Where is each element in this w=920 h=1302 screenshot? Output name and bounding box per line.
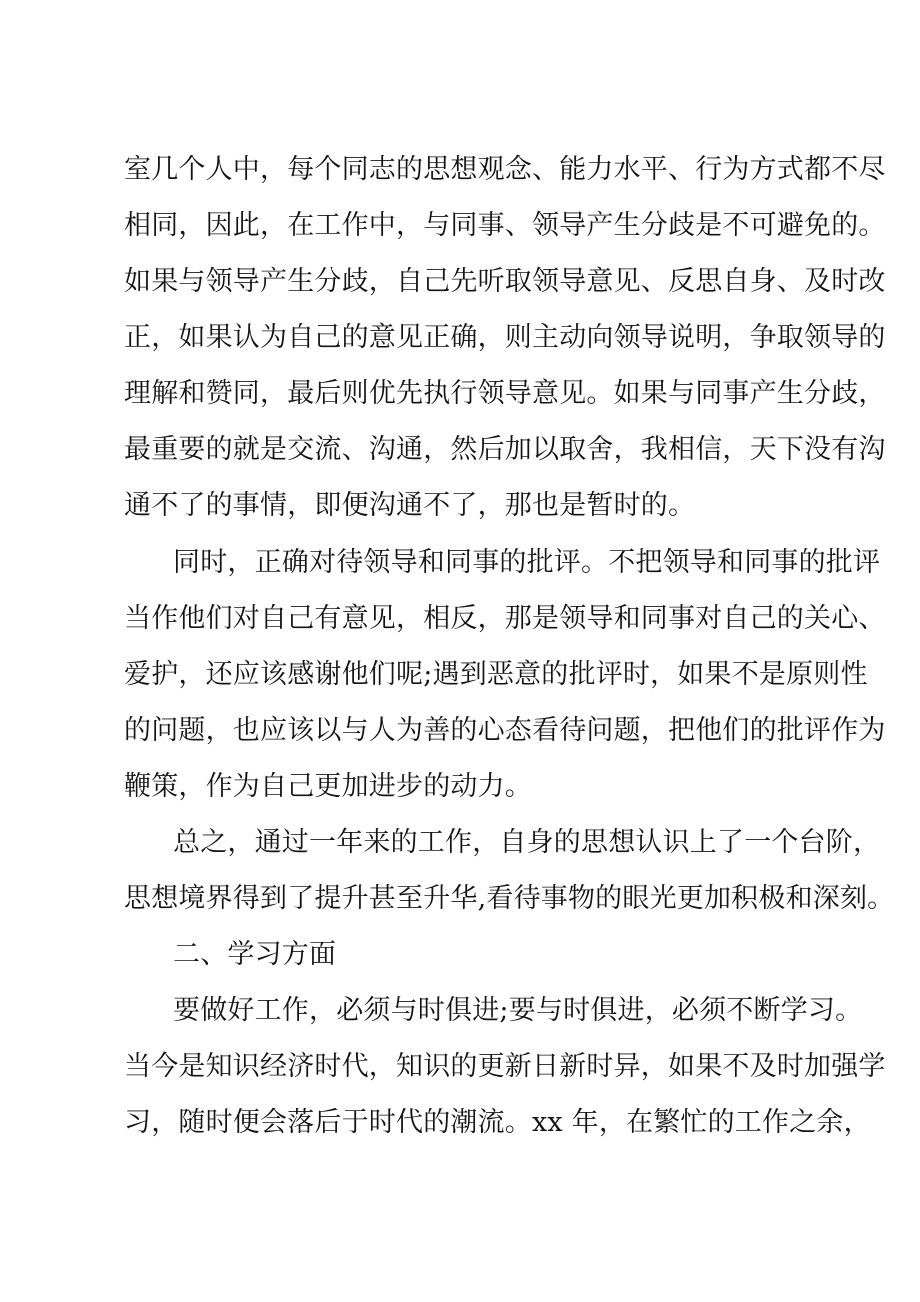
body-line: 正，如果认为自己的意见正确，则主动向领导说明，争取领导的 <box>124 322 886 353</box>
body-line: 如果与领导产生分歧，自己先听取领导意见、反思自身、及时改 <box>124 266 886 297</box>
body-line: 室几个人中，每个同志的思想观念、能力水平、行为方式都不尽 <box>124 154 886 185</box>
body-line: 鞭策，作为自己更加进步的动力。 <box>124 771 532 802</box>
body-line: 习，随时便会落后于时代的潮流。xx 年，在繁忙的工作之余， <box>124 1107 871 1138</box>
paragraph-first-line: 要做好工作，必须与时俱进;要与时俱进，必须不断学习。 <box>173 995 863 1026</box>
body-line: 的问题，也应该以与人为善的心态看待问题，把他们的批评作为 <box>124 715 886 746</box>
body-line: 相同，因此，在工作中，与同事、领导产生分歧是不可避免的。 <box>124 210 886 241</box>
body-line: 最重要的就是交流、沟通，然后加以取舍，我相信，天下没有沟 <box>124 434 886 465</box>
section-heading: 二、学习方面 <box>173 939 337 970</box>
paragraph-first-line: 总之，通过一年来的工作，自身的思想认识上了一个台阶， <box>173 827 881 858</box>
body-line: 理解和赞同，最后则优先执行领导意见。如果与同事产生分歧， <box>124 378 886 409</box>
body-line: 当作他们对自己有意见，相反，那是领导和同事对自己的关心、 <box>124 603 886 634</box>
paragraph-first-line: 同时，正确对待领导和同事的批评。不把领导和同事的批评 <box>173 547 881 578</box>
body-line: 思想境界得到了提升甚至升华,看待事物的眼光更加积极和深刻。 <box>124 883 895 914</box>
body-line: 当今是知识经济时代，知识的更新日新时异，如果不及时加强学 <box>124 1051 886 1082</box>
body-line: 通不了的事情，即便沟通不了，那也是暂时的。 <box>124 490 696 521</box>
body-line: 爱护，还应该感谢他们呢;遇到恶意的批评时，如果不是原则性 <box>124 659 868 690</box>
